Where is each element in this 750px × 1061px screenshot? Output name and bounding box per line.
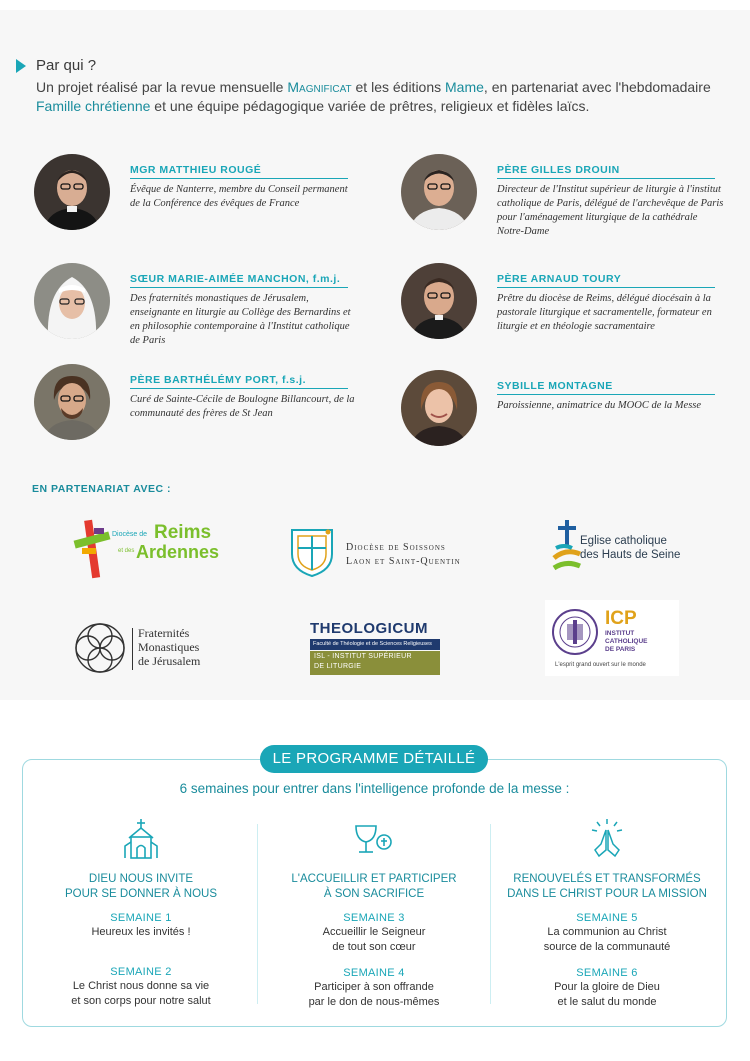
person-description: Évêque de Nanterre, membre du Conseil permanent de la Conférence des évêques de France bbox=[130, 184, 348, 209]
reims-small-label-2: et des bbox=[118, 548, 135, 554]
week-label: SEMAINE 4 bbox=[343, 967, 405, 979]
theologicum-logo bbox=[308, 620, 440, 676]
person-description: Prêtre du diocèse de Reims, délégué diocésain à la pastorale liturgique et sacramentelle, formateur en liturgie et en théologie sacramentaire bbox=[497, 293, 712, 332]
intro-text-1: Un projet réalisé par la revue mensuelle bbox=[36, 79, 288, 95]
person-card bbox=[401, 370, 741, 462]
person-card bbox=[34, 154, 374, 246]
person-description: Directeur de l'Institut supérieur de liturgie à l'institut catholique de Paris, délégué de l'archevêque de Paris pour l'aménagement liturgique de la cathédrale Notre-Dame bbox=[497, 184, 724, 237]
person-card bbox=[401, 154, 741, 246]
week-text: Participer à son offrande par le don de nous-mêmes bbox=[308, 981, 440, 1008]
reims-cross-icon bbox=[72, 518, 112, 580]
week-label: SEMAINE 5 bbox=[576, 912, 638, 924]
divider bbox=[132, 628, 133, 670]
intro-heading bbox=[14, 56, 734, 76]
icp-logo bbox=[545, 600, 679, 676]
person-name: PÈRE GILLES DROUIN bbox=[497, 164, 620, 176]
person-name: MGR MATTHIEU ROUGÉ bbox=[130, 164, 262, 176]
fraternites-line-1: Fraternités bbox=[138, 626, 190, 640]
fraternites-logo bbox=[72, 620, 232, 678]
portrait-photo bbox=[34, 364, 110, 440]
soissons-shield-icon bbox=[288, 526, 336, 578]
famille-chretienne-name: Famille chrétienne bbox=[36, 98, 151, 114]
intro-text bbox=[14, 78, 734, 116]
programme-column bbox=[492, 818, 722, 1010]
icp-tagline: L'esprit grand ouvert sur le monde bbox=[555, 662, 646, 668]
mame-name: Mame bbox=[445, 79, 484, 95]
person-description: Des fraternités monastiques de Jérusalem, enseignante en liturgie au Collège des Bernardins et en philosophie contemporaine à l'Institut catholique de Paris bbox=[130, 293, 351, 346]
isl-line-1: ISL - INSTITUT SUPÉRIEUR bbox=[314, 653, 412, 660]
intro-text-2: et les éditions bbox=[351, 79, 446, 95]
column-title: DIEU NOUS INVITE POUR SE DONNER À NOUS bbox=[64, 873, 218, 900]
portrait-photo bbox=[401, 154, 477, 230]
magnificat-name: Magnificat bbox=[287, 79, 352, 95]
divider bbox=[130, 178, 348, 179]
hauts-de-seine-cross-icon bbox=[552, 518, 582, 578]
intro-heading-text: Par qui ? bbox=[36, 57, 97, 74]
person-name: SYBILLE MONTAGNE bbox=[497, 380, 613, 392]
week-text: Le Christ nous donne sa vie et son corps pour notre salut bbox=[71, 980, 211, 1007]
portrait-photo bbox=[34, 263, 110, 339]
week-text: La communion au Christ source de la communauté bbox=[543, 926, 671, 953]
divider bbox=[130, 388, 348, 389]
intro-block bbox=[14, 56, 734, 116]
portrait-photo bbox=[401, 263, 477, 339]
icp-title: ICP bbox=[605, 608, 637, 629]
reims-name: Reims bbox=[154, 522, 212, 543]
top-strip bbox=[0, 0, 750, 10]
isl-line-2: DE LITURGIE bbox=[314, 663, 362, 670]
soissons-line-1: Diocèse de Soissons bbox=[346, 542, 446, 553]
theologicum-subtitle: Faculté de Théologie et de Sciences Religieuses bbox=[310, 639, 440, 650]
soissons-line-2: Laon et Saint-Quentin bbox=[346, 556, 461, 567]
person-card bbox=[34, 364, 374, 456]
theologicum-title: THEOLOGICUM bbox=[310, 620, 428, 637]
person-name: SŒUR MARIE-AIMÉE MANCHON, f.m.j. bbox=[130, 273, 341, 285]
column-divider bbox=[490, 824, 491, 1004]
icp-line-3: DE PARIS bbox=[605, 646, 636, 653]
hauts-de-seine-line-2: des Hauts de Seine bbox=[580, 549, 681, 561]
week-label: SEMAINE 3 bbox=[343, 912, 405, 924]
person-name: PÈRE ARNAUD TOURY bbox=[497, 273, 622, 285]
column-divider bbox=[257, 824, 258, 1004]
ardennes-name: Ardennes bbox=[136, 542, 220, 562]
person-description: Curé de Sainte-Cécile de Boulogne Billancourt, de la communauté des frères de St Jean bbox=[130, 394, 355, 419]
church-icon bbox=[123, 818, 159, 858]
fraternites-line-2: Monastiques bbox=[138, 640, 200, 654]
hauts-de-seine-logo bbox=[552, 518, 682, 580]
praying-hands-icon bbox=[589, 818, 625, 858]
programme-title: LE PROGRAMME DÉTAILLÉ bbox=[260, 745, 488, 773]
week-label: SEMAINE 2 bbox=[110, 966, 172, 978]
intro-text-3: , en partenariat avec l'hebdomadaire bbox=[483, 79, 711, 95]
chalice-icon bbox=[352, 818, 396, 858]
programme-column bbox=[259, 818, 489, 1010]
icp-seal-icon bbox=[551, 608, 599, 656]
portrait-photo bbox=[401, 370, 477, 446]
reims-small-label: Diocèse de bbox=[112, 531, 148, 538]
icp-line-1: INSTITUT bbox=[605, 630, 635, 637]
programme-column bbox=[26, 818, 256, 1009]
partners-title: EN PARTENARIAT AVEC : bbox=[32, 483, 172, 495]
intro-text-4: et une équipe pédagogique variée de prêtres, religieux et fidèles laïcs. bbox=[150, 98, 590, 114]
person-card bbox=[34, 263, 374, 355]
divider bbox=[497, 394, 715, 395]
person-name: PÈRE BARTHÉLÉMY PORT, f.s.j. bbox=[130, 374, 306, 386]
divider bbox=[497, 178, 715, 179]
fraternites-knot-icon bbox=[72, 620, 128, 676]
soissons-logo bbox=[288, 526, 488, 582]
week-label: SEMAINE 1 bbox=[110, 912, 172, 924]
divider bbox=[497, 287, 715, 288]
person-description: Paroissienne, animatrice du MOOC de la Messe bbox=[497, 400, 702, 411]
hauts-de-seine-line-1: Eglise catholique bbox=[580, 535, 667, 547]
person-card bbox=[401, 263, 741, 355]
column-title: RENOUVELÉS ET TRANSFORMÉS DANS LE CHRIST POUR LA MISSION bbox=[507, 873, 707, 900]
week-text: Pour la gloire de Dieu et le salut du monde bbox=[554, 981, 660, 1008]
icp-line-2: CATHOLIQUE bbox=[605, 638, 648, 645]
reims-logo bbox=[72, 518, 220, 582]
divider bbox=[130, 287, 348, 288]
programme-subtitle: 6 semaines pour entrer dans l'intelligence profonde de la messe : bbox=[179, 781, 570, 796]
week-text: Accueillir le Seigneur de tout son cœur bbox=[322, 926, 426, 953]
portrait-photo bbox=[34, 154, 110, 230]
week-label: SEMAINE 6 bbox=[576, 967, 638, 979]
play-triangle-icon bbox=[16, 59, 26, 73]
week-text: Heureux les invités ! bbox=[91, 926, 191, 938]
fraternites-line-3: de Jérusalem bbox=[138, 654, 201, 668]
column-title: L'ACCUEILLIR ET PARTICIPER À SON SACRIFICE bbox=[291, 873, 457, 900]
